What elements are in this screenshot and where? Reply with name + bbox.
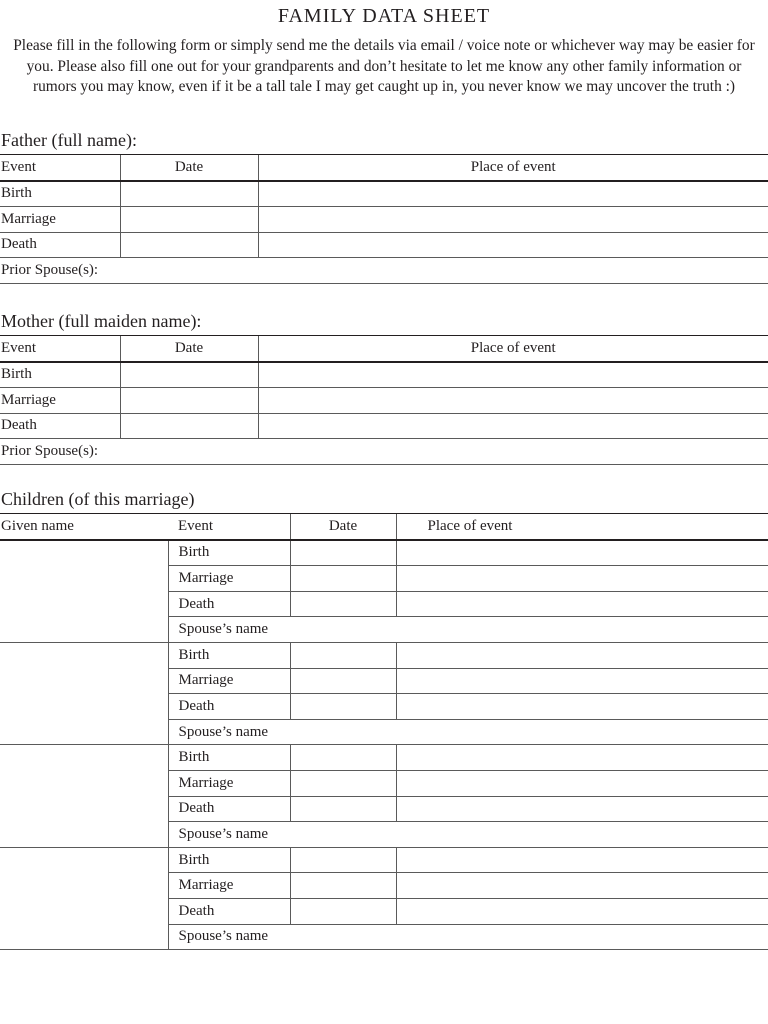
father-table [0,154,768,284]
child-4-row-birth [0,847,768,873]
child-1-given-name-field[interactable] [0,540,168,643]
mother-table [0,335,768,465]
mother-row-birth [0,362,768,388]
mother-row-death [0,413,768,439]
child-1-birth-place-field[interactable] [396,540,768,566]
father-section-title: Father (full name): [1,130,137,150]
mother-prior-spouse-field[interactable]: Prior Spouse(s): [0,439,768,465]
intro-text: Please fill in the following form or simply send me the details via email / voice note or whichever way may be easier for you. Please also fill one out for your grandparents and don’t hesitate to let me know any other family information or rumors you may know, even if it be a tall tale I may get caught up in, you never know we may uncover the truth :) [13,37,755,96]
child-1-death-place-field[interactable] [396,591,768,617]
mother-header-event: Event [0,336,120,362]
child-spouse-label: Spouse’s name [168,719,290,745]
father-event-label: Death [0,232,120,258]
mother-event-label: Marriage [0,388,120,414]
father-prior-spouse-field[interactable]: Prior Spouse(s): [0,258,768,284]
child-4-marriage-place-field[interactable] [396,873,768,899]
child-1-spouse-name-field[interactable] [290,617,768,643]
child-spouse-label: Spouse’s name [168,924,290,950]
father-death-place-field[interactable] [258,232,768,258]
child-4-birth-date-field[interactable] [290,847,396,873]
children-section-title: Children (of this marriage) [1,489,195,509]
children-header-given-name: Given name [0,514,168,540]
child-2-spouse-name-field[interactable] [290,719,768,745]
child-2-death-date-field[interactable] [290,694,396,720]
child-2-marriage-date-field[interactable] [290,668,396,694]
father-row-birth [0,181,768,207]
child-4-birth-place-field[interactable] [396,847,768,873]
child-4-given-name-field[interactable] [0,847,168,949]
child-4-death-date-field[interactable] [290,898,396,924]
child-1-row-birth [0,540,768,566]
child-3-given-name-field[interactable] [0,745,168,847]
mother-death-place-field[interactable] [258,413,768,439]
children-body [0,540,768,950]
page-title: FAMILY DATA SHEET [277,5,491,27]
father-header-place: Place of event [258,155,768,181]
child-3-death-date-field[interactable] [290,796,396,822]
mother-event-label: Birth [0,362,120,388]
child-2-birth-date-field[interactable] [290,642,396,668]
child-event-label: Death [168,591,290,617]
child-spouse-label: Spouse’s name [168,822,290,848]
father-marriage-place-field[interactable] [258,207,768,233]
mother-header-row [0,336,768,362]
mother-death-date-field[interactable] [120,413,258,439]
mother-row-prior-spouse [0,439,768,465]
father-death-date-field[interactable] [120,232,258,258]
child-2-row-birth [0,642,768,668]
father-birth-place-field[interactable] [258,181,768,207]
children-table [0,513,768,950]
father-event-label: Birth [0,181,120,207]
child-event-label: Death [168,796,290,822]
mother-birth-date-field[interactable] [120,362,258,388]
child-4-marriage-date-field[interactable] [290,873,396,899]
child-event-label: Death [168,694,290,720]
mother-header-place: Place of event [258,336,768,362]
father-header-event: Event [0,155,120,181]
child-3-row-birth [0,745,768,771]
child-event-label: Marriage [168,668,290,694]
child-3-marriage-place-field[interactable] [396,770,768,796]
children-header-place: Place of event [396,514,768,540]
child-event-label: Birth [168,745,290,771]
mother-birth-place-field[interactable] [258,362,768,388]
mother-marriage-date-field[interactable] [120,388,258,414]
child-event-label: Marriage [168,566,290,592]
child-3-marriage-date-field[interactable] [290,770,396,796]
father-row-marriage [0,207,768,233]
child-2-death-place-field[interactable] [396,694,768,720]
father-birth-date-field[interactable] [120,181,258,207]
child-event-label: Birth [168,847,290,873]
children-header-event: Event [168,514,290,540]
father-row-death [0,232,768,258]
child-4-spouse-name-field[interactable] [290,924,768,950]
child-1-birth-date-field[interactable] [290,540,396,566]
father-header-date: Date [120,155,258,181]
child-3-spouse-name-field[interactable] [290,822,768,848]
mother-row-marriage [0,388,768,414]
father-header-row [0,155,768,181]
child-event-label: Death [168,898,290,924]
mother-marriage-place-field[interactable] [258,388,768,414]
children-header-row [0,514,768,540]
child-event-label: Birth [168,642,290,668]
child-2-marriage-place-field[interactable] [396,668,768,694]
mother-section-title: Mother (full maiden name): [1,311,202,331]
father-marriage-date-field[interactable] [120,207,258,233]
mother-event-label: Death [0,413,120,439]
children-header-date: Date [290,514,396,540]
father-row-prior-spouse [0,258,768,284]
child-event-label: Marriage [168,770,290,796]
child-spouse-label: Spouse’s name [168,617,290,643]
child-3-birth-place-field[interactable] [396,745,768,771]
father-event-label: Marriage [0,207,120,233]
child-3-birth-date-field[interactable] [290,745,396,771]
child-1-death-date-field[interactable] [290,591,396,617]
child-4-death-place-field[interactable] [396,898,768,924]
child-3-death-place-field[interactable] [396,796,768,822]
child-1-marriage-date-field[interactable] [290,566,396,592]
child-1-marriage-place-field[interactable] [396,566,768,592]
child-2-birth-place-field[interactable] [396,642,768,668]
child-2-given-name-field[interactable] [0,642,168,744]
child-event-label: Birth [168,540,290,566]
mother-header-date: Date [120,336,258,362]
child-event-label: Marriage [168,873,290,899]
